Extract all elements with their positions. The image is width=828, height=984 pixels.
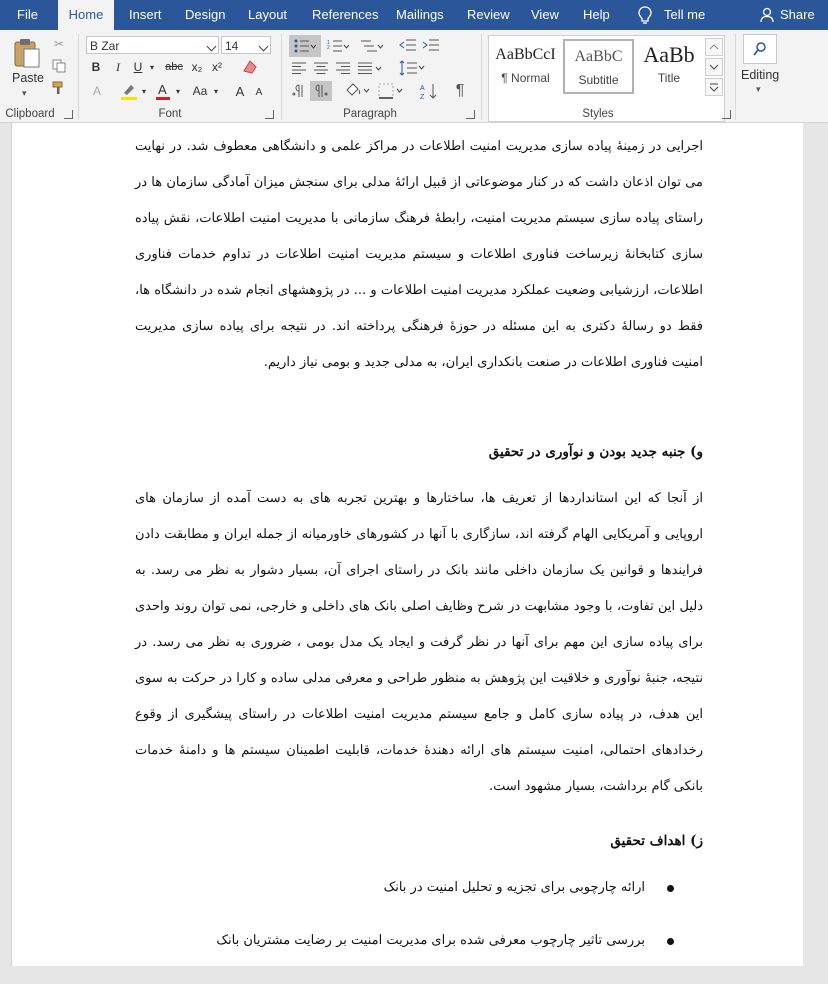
tab-mailings[interactable]: Mailings — [396, 7, 444, 22]
person-icon — [760, 7, 774, 23]
svg-text:A: A — [158, 82, 167, 97]
style-normal[interactable] — [490, 39, 561, 94]
find-icon[interactable] — [743, 34, 777, 64]
gallery-more-icon[interactable] — [705, 78, 723, 96]
paste-label[interactable]: Paste — [12, 71, 44, 85]
vertical-scrollbar[interactable] — [803, 123, 828, 966]
paragraph-body-1[interactable]: اجرایی در زمینهٔ پیاده سازی مدیریت امنیت اطلاعات در مراکز علمی و دانشگاهی معطوف شد. در نهایت می توان اذعان داشت که در کنار موضوعاتی از قبیل ارائهٔ مدلی برای سنجش میزان آمادگی سازمان ها در راستای پیاده سازی سیستم مدیریت امنیت، رابطهٔ فرهنگ سازمانی با مدیریت امنیت اطلاعات، نقش پیاده سازی کتابخانهٔ زیرساخت فناوری اطلاعات و سیستم مدیریت امنیت اطلاعات در تداوم خدمات فناوری اطلاعات، ارزشیابی وضعیت عملکرد مدیریت امنیت اطلاعات و ... در پژوهشهای انجام شده در دانشگاه ها، فقط دو رسالهٔ دکتری به این مسئله در حوزهٔ فرهنگی پرداخته اند. در نتیجه برای پیاده سازی مدیریت امنیت فناوری اطلاعات در صنعت بانکداری ایران، به مدلی جدید و بومی نیاز داریم. — [135, 139, 703, 370]
document-area — [0, 123, 828, 984]
align-center-icon[interactable] — [312, 59, 330, 77]
section-heading-innovation[interactable]: و) جنبه جدید بودن و نوآوری در تحقیق — [488, 444, 703, 460]
editing-dropdown-icon[interactable]: ▾ — [756, 84, 761, 94]
separator — [735, 34, 736, 120]
clipboard-dialog-launcher[interactable] — [64, 110, 73, 119]
styles-dialog-launcher[interactable] — [722, 110, 731, 119]
tab-review[interactable]: Review — [467, 7, 510, 22]
svg-text:A: A — [420, 85, 425, 92]
section-heading-objectives[interactable]: ز) اهداف تحقیق — [610, 833, 703, 849]
tab-view[interactable]: View — [531, 7, 559, 22]
bold-button[interactable]: B — [91, 60, 101, 74]
change-case-button[interactable]: Aa — [192, 84, 208, 98]
clipboard-group-label: Clipboard — [5, 108, 55, 120]
document-page[interactable] — [11, 123, 804, 966]
separator — [481, 34, 482, 120]
italic-button[interactable]: I — [116, 59, 120, 74]
list-item[interactable] — [216, 930, 645, 952]
highlight-color-icon[interactable] — [118, 80, 140, 102]
list-item-text: بررسی تاثیر چارچوب معرفی شده برای مدیریت امنیت بر رضایت مشتریان بانک — [216, 933, 645, 948]
paragraph-body-2[interactable]: از آنجا که این استانداردها از تعریف ها، ساختارها و بهترین تجربه های به دست آمده از سازمان های اروپایی و آمریکایی الهام گرفته اند، سازگاری با آنها در کشورهای خاورمیانه از جمله ایران و مطابقت دادن فرایندها و قوانین یک سازمان داخلی مانند بانک در راستای اجرای آن، بسیار دشوار به نظر می رسد. به دلیل این تفاوت، با وجود مشابهت در شرح وظایف اصلی بانک های داخلی و خارجی، نمی توان روند واحدی برای پیاده سازی این مهم برای آنها در نظر گرفت و ایجاد یک مدل بومی ، ضروری به نظر می رسد. در نتیجه، جنبهٔ نوآوری و خلاقیت این پژوهش به منظور طراحی و معرفی مدلی ساده و کارا در حرکت به سوی این هدف، در پیاده سازی کامل و جامع سیستم مدیریت امنیت اطلاعات در راستای پیشگیری از وقوع رخدادهای احتمالی، امنیت سیستم های ارائه دهندهٔ خدمات، قابلیت اطمینان سیستم ها و دامنهٔ خدمات بانکی گام برداشت، بسیار مشهود است. — [135, 491, 703, 794]
format-painter-icon[interactable] — [50, 80, 68, 96]
style-title[interactable] — [637, 39, 701, 94]
subscript-button[interactable]: x₂ — [191, 60, 203, 74]
line-spacing-icon[interactable] — [397, 59, 427, 77]
tab-insert[interactable]: Insert — [129, 7, 162, 22]
style-sample-text: AaBbC — [574, 48, 623, 65]
ribbon — [0, 30, 828, 123]
cut-icon[interactable]: ✂ — [53, 37, 65, 51]
change-case-dropdown-icon[interactable]: ▾ — [213, 86, 218, 96]
style-name-label: Title — [657, 71, 681, 85]
shrink-font-button[interactable]: A — [255, 86, 263, 98]
underline-button[interactable]: U — [133, 60, 143, 74]
tab-file[interactable]: File — [17, 7, 38, 22]
multilevel-list-button[interactable] — [357, 35, 385, 57]
gallery-scroll-up-icon[interactable] — [705, 38, 723, 56]
share-label: Share — [780, 7, 815, 22]
editing-button[interactable]: Editing — [741, 68, 780, 82]
list-item-text: ارائه چارچوبی برای تجزیه و تحلیل امنیت در بانک — [383, 880, 645, 895]
text-effects-icon[interactable]: A — [92, 84, 101, 98]
paragraph-group-label: Paragraph — [343, 108, 397, 120]
justify-icon[interactable] — [356, 59, 384, 77]
strikethrough-button[interactable]: abc — [165, 61, 183, 73]
styles-group-label: Styles — [582, 108, 614, 120]
style-subtitle[interactable] — [563, 39, 634, 94]
svg-text:1: 1 — [327, 40, 330, 46]
tab-help[interactable]: Help — [583, 7, 610, 22]
paste-icon[interactable] — [9, 36, 45, 70]
style-sample-text: AaBb — [643, 42, 695, 67]
align-right-icon[interactable] — [334, 59, 352, 77]
tab-references[interactable]: References — [312, 7, 379, 22]
show-formatting-button[interactable]: ¶ — [455, 82, 465, 99]
lightbulb-icon — [638, 6, 652, 24]
paragraph-dialog-launcher[interactable] — [466, 110, 475, 119]
chevron-down-icon — [207, 42, 217, 52]
bullet-icon — [667, 938, 674, 945]
underline-dropdown-icon[interactable]: ▾ — [149, 62, 154, 72]
increase-indent-icon[interactable] — [421, 36, 441, 54]
bullets-button[interactable] — [289, 35, 321, 57]
sort-icon[interactable] — [419, 81, 439, 101]
font-color-icon[interactable] — [153, 80, 173, 102]
font-name-dropdown[interactable] — [86, 36, 219, 54]
font-color-dropdown-icon[interactable]: ▾ — [175, 86, 180, 96]
tab-design[interactable]: Design — [185, 7, 226, 22]
decrease-indent-icon[interactable] — [398, 36, 418, 54]
rtl-direction-icon[interactable] — [310, 81, 332, 101]
list-item[interactable] — [384, 877, 645, 899]
copy-icon[interactable] — [50, 58, 68, 74]
grow-font-button[interactable]: A — [235, 83, 245, 99]
gallery-scroll-down-icon[interactable] — [705, 58, 723, 76]
tell-me-label: Tell me — [664, 7, 706, 22]
shading-icon[interactable] — [343, 81, 373, 101]
style-name-label: Subtitle — [578, 73, 619, 87]
style-name-label: ¶ Normal — [501, 71, 550, 85]
chevron-down-icon — [259, 42, 269, 52]
bullet-icon — [667, 885, 674, 892]
style-sample-text: AaBbCcI — [495, 46, 556, 63]
separator — [281, 34, 282, 120]
ltr-direction-icon[interactable] — [289, 81, 309, 101]
font-size-value: 14 — [225, 39, 239, 53]
font-size-dropdown[interactable] — [221, 36, 271, 54]
font-dialog-launcher[interactable] — [265, 110, 274, 119]
clear-formatting-icon[interactable] — [240, 57, 260, 77]
tab-layout[interactable]: Layout — [248, 7, 288, 22]
font-group-label: Font — [158, 108, 182, 120]
highlight-dropdown-icon[interactable]: ▾ — [141, 86, 146, 96]
ribbon-tab-bar — [0, 0, 828, 30]
tab-home[interactable]: Home — [58, 0, 114, 31]
svg-text:2: 2 — [327, 45, 330, 51]
paste-dropdown-icon[interactable]: ▾ — [22, 88, 27, 98]
separator — [78, 34, 79, 120]
font-name-value: B Zar — [90, 39, 120, 53]
svg-text:Z: Z — [420, 94, 425, 100]
numbering-button[interactable] — [325, 35, 351, 57]
align-left-icon[interactable] — [290, 59, 308, 77]
superscript-button[interactable]: x² — [212, 60, 222, 74]
borders-icon[interactable] — [376, 81, 406, 101]
